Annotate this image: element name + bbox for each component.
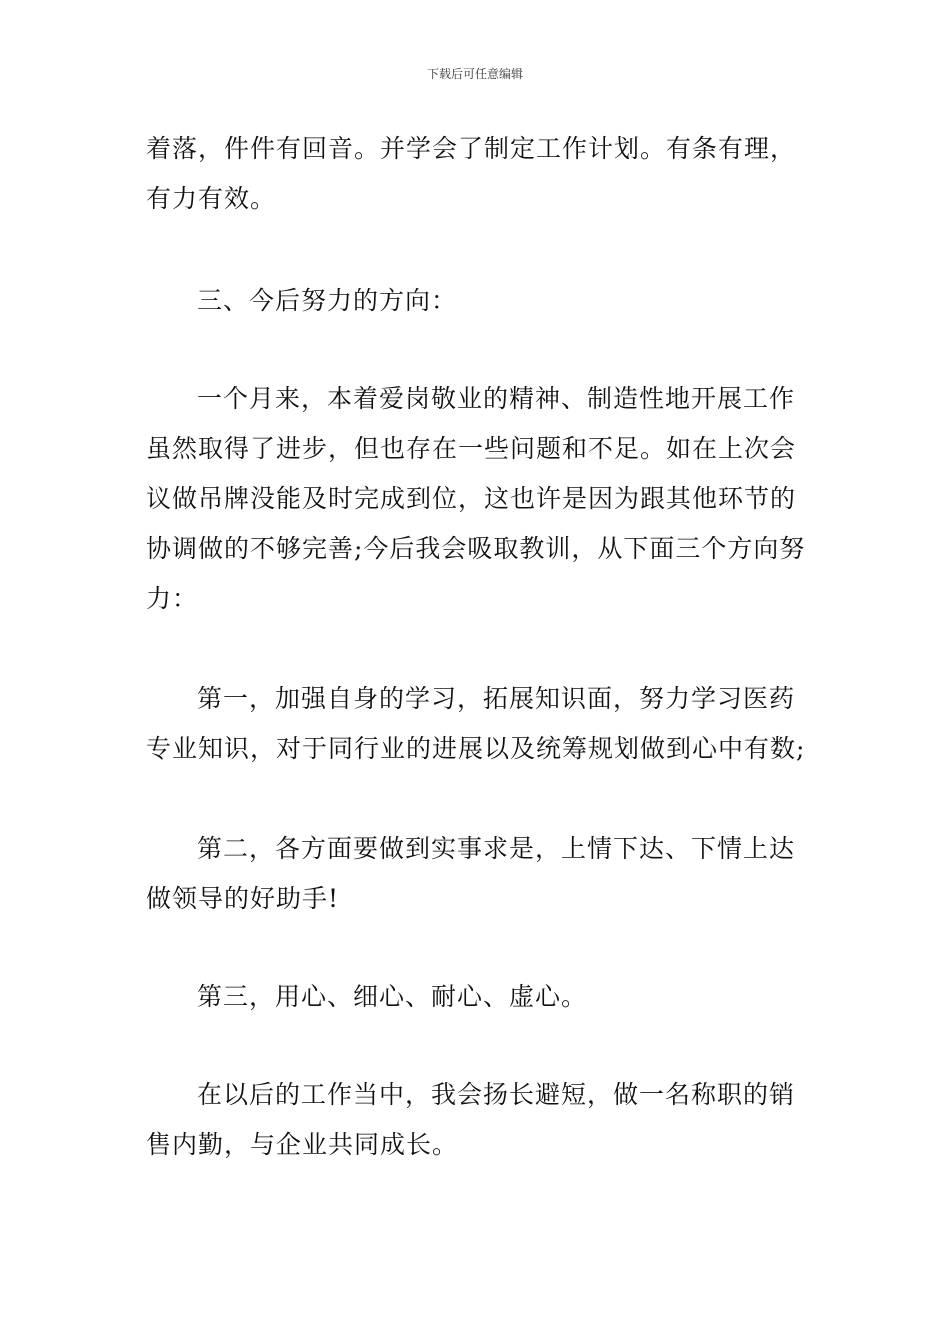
paragraph-third-point	[146, 972, 816, 1022]
text-line: 三、今后努力的方向：	[197, 286, 458, 315]
text-line: 议做吊牌没能及时完成到位，这也许是因为跟其他环节的	[146, 484, 797, 513]
paragraph-continuation	[146, 124, 816, 224]
text-line: 第二，各方面要做到实事求是，上情下达、下情上达	[197, 834, 796, 863]
text-line: 在以后的工作当中，我会扬长避短，做一名称职的销	[197, 1080, 796, 1109]
text-line: 着落，件件有回音。并学会了制定工作计划。有条有理，	[146, 134, 797, 163]
text-line: 协调做的不够完善;今后我会吸取教训，从下面三个方向努	[146, 534, 806, 563]
paragraph-summary	[146, 374, 816, 624]
page-header: 下载后可任意编辑	[426, 67, 523, 81]
text-line: 售内勤，与企业共同成长。	[146, 1130, 459, 1159]
paragraph-second-point	[146, 824, 816, 924]
text-line: 一个月来，本着爱岗敬业的精神、制造性地开展工作	[197, 384, 796, 413]
section-heading	[146, 276, 816, 326]
text-line: 虽然取得了进步，但也存在一些问题和不足。如在上次会	[146, 434, 797, 463]
text-line: 第一，加强自身的学习，拓展知识面，努力学习医药	[197, 684, 796, 713]
paragraph-conclusion	[146, 1070, 816, 1170]
text-line: 专业知识，对于同行业的进展以及统筹规划做到心中有数;	[146, 734, 806, 763]
text-line: 做领导的好助手!	[146, 884, 340, 913]
text-line: 有力有效。	[146, 184, 277, 213]
text-line: 力：	[146, 584, 199, 613]
text-line: 第三，用心、细心、耐心、虚心。	[197, 982, 588, 1011]
paragraph-first-point	[146, 674, 816, 774]
